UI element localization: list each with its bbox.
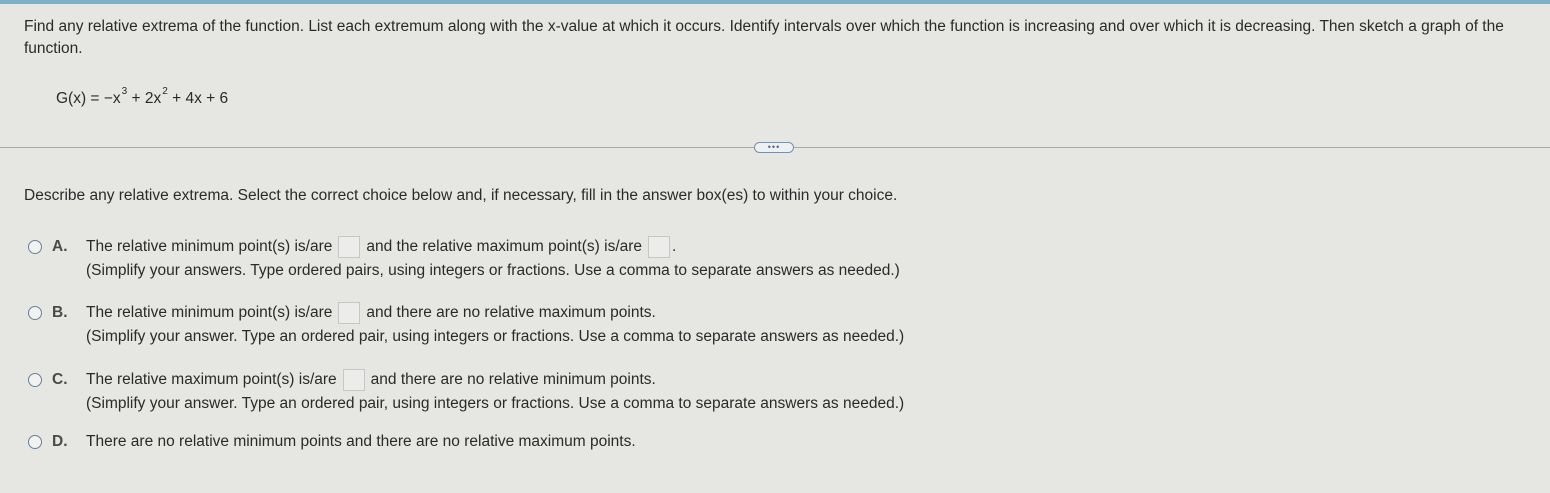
choice-d-text: There are no relative minimum points and there are no relative maximum points. <box>86 433 636 450</box>
choice-a-text-after: . <box>672 238 677 255</box>
formula-rest: + 4x + 6 <box>167 90 229 107</box>
choice-c <box>28 369 904 417</box>
expand-more-button[interactable]: ••• <box>754 142 794 153</box>
question-instruction: Describe any relative extrema. Select the correct choice below and, if necessary, fill in the answer box(es) to within your choice. <box>24 187 898 204</box>
choice-a <box>28 236 900 284</box>
choice-c-text-before: The relative maximum point(s) is/are <box>86 371 337 388</box>
choice-a-min-answer-box[interactable] <box>338 236 360 258</box>
formula-exponent-2: 2 <box>162 86 168 97</box>
choice-b-text-after: and there are no relative maximum points. <box>366 304 656 321</box>
choice-a-text-before: The relative minimum point(s) is/are <box>86 238 333 255</box>
choice-a-max-answer-box[interactable] <box>648 236 670 258</box>
choice-a-text-middle: and the relative maximum point(s) is/are <box>366 238 643 255</box>
choice-d <box>28 431 636 453</box>
choice-d-radio[interactable] <box>28 435 42 449</box>
choice-c-answer-box[interactable] <box>343 369 365 391</box>
choice-c-text-after: and there are no relative minimum points. <box>370 371 656 388</box>
choice-a-letter: A. <box>52 238 68 255</box>
choice-b-answer-box[interactable] <box>338 302 360 324</box>
formula-exponent-3: 3 <box>121 86 128 97</box>
choice-b-text-before: The relative minimum point(s) is/are <box>86 304 333 321</box>
choice-c-letter: C. <box>52 371 68 388</box>
choice-a-note: (Simplify your answers. Type ordered pairs, using integers or fractions. Use a comma to separate answers as needed.) <box>86 262 900 279</box>
problem-statement: Find any relative extrema of the function. List each extremum along with the x-value at which it occurs. Identify intervals over which the function is increasing and over which it is decreasing. Then sketch a graph of the function. <box>24 18 1504 57</box>
choice-c-note: (Simplify your answer. Type an ordered pair, using integers or fractions. Use a comma to separate answers as needed.) <box>86 395 905 412</box>
choice-c-radio[interactable] <box>28 373 42 387</box>
formula-lhs: G(x) = −x <box>56 90 121 107</box>
choice-b-radio[interactable] <box>28 306 42 320</box>
top-accent-strip <box>0 0 1550 4</box>
choice-d-letter: D. <box>52 433 68 450</box>
choice-b <box>28 302 904 350</box>
choice-a-radio[interactable] <box>28 240 42 254</box>
choice-b-note: (Simplify your answer. Type an ordered pair, using integers or fractions. Use a comma to separate answers as needed.) <box>86 328 905 345</box>
formula-mid: + 2x <box>127 90 162 107</box>
function-formula <box>56 86 228 108</box>
choice-b-letter: B. <box>52 304 68 321</box>
